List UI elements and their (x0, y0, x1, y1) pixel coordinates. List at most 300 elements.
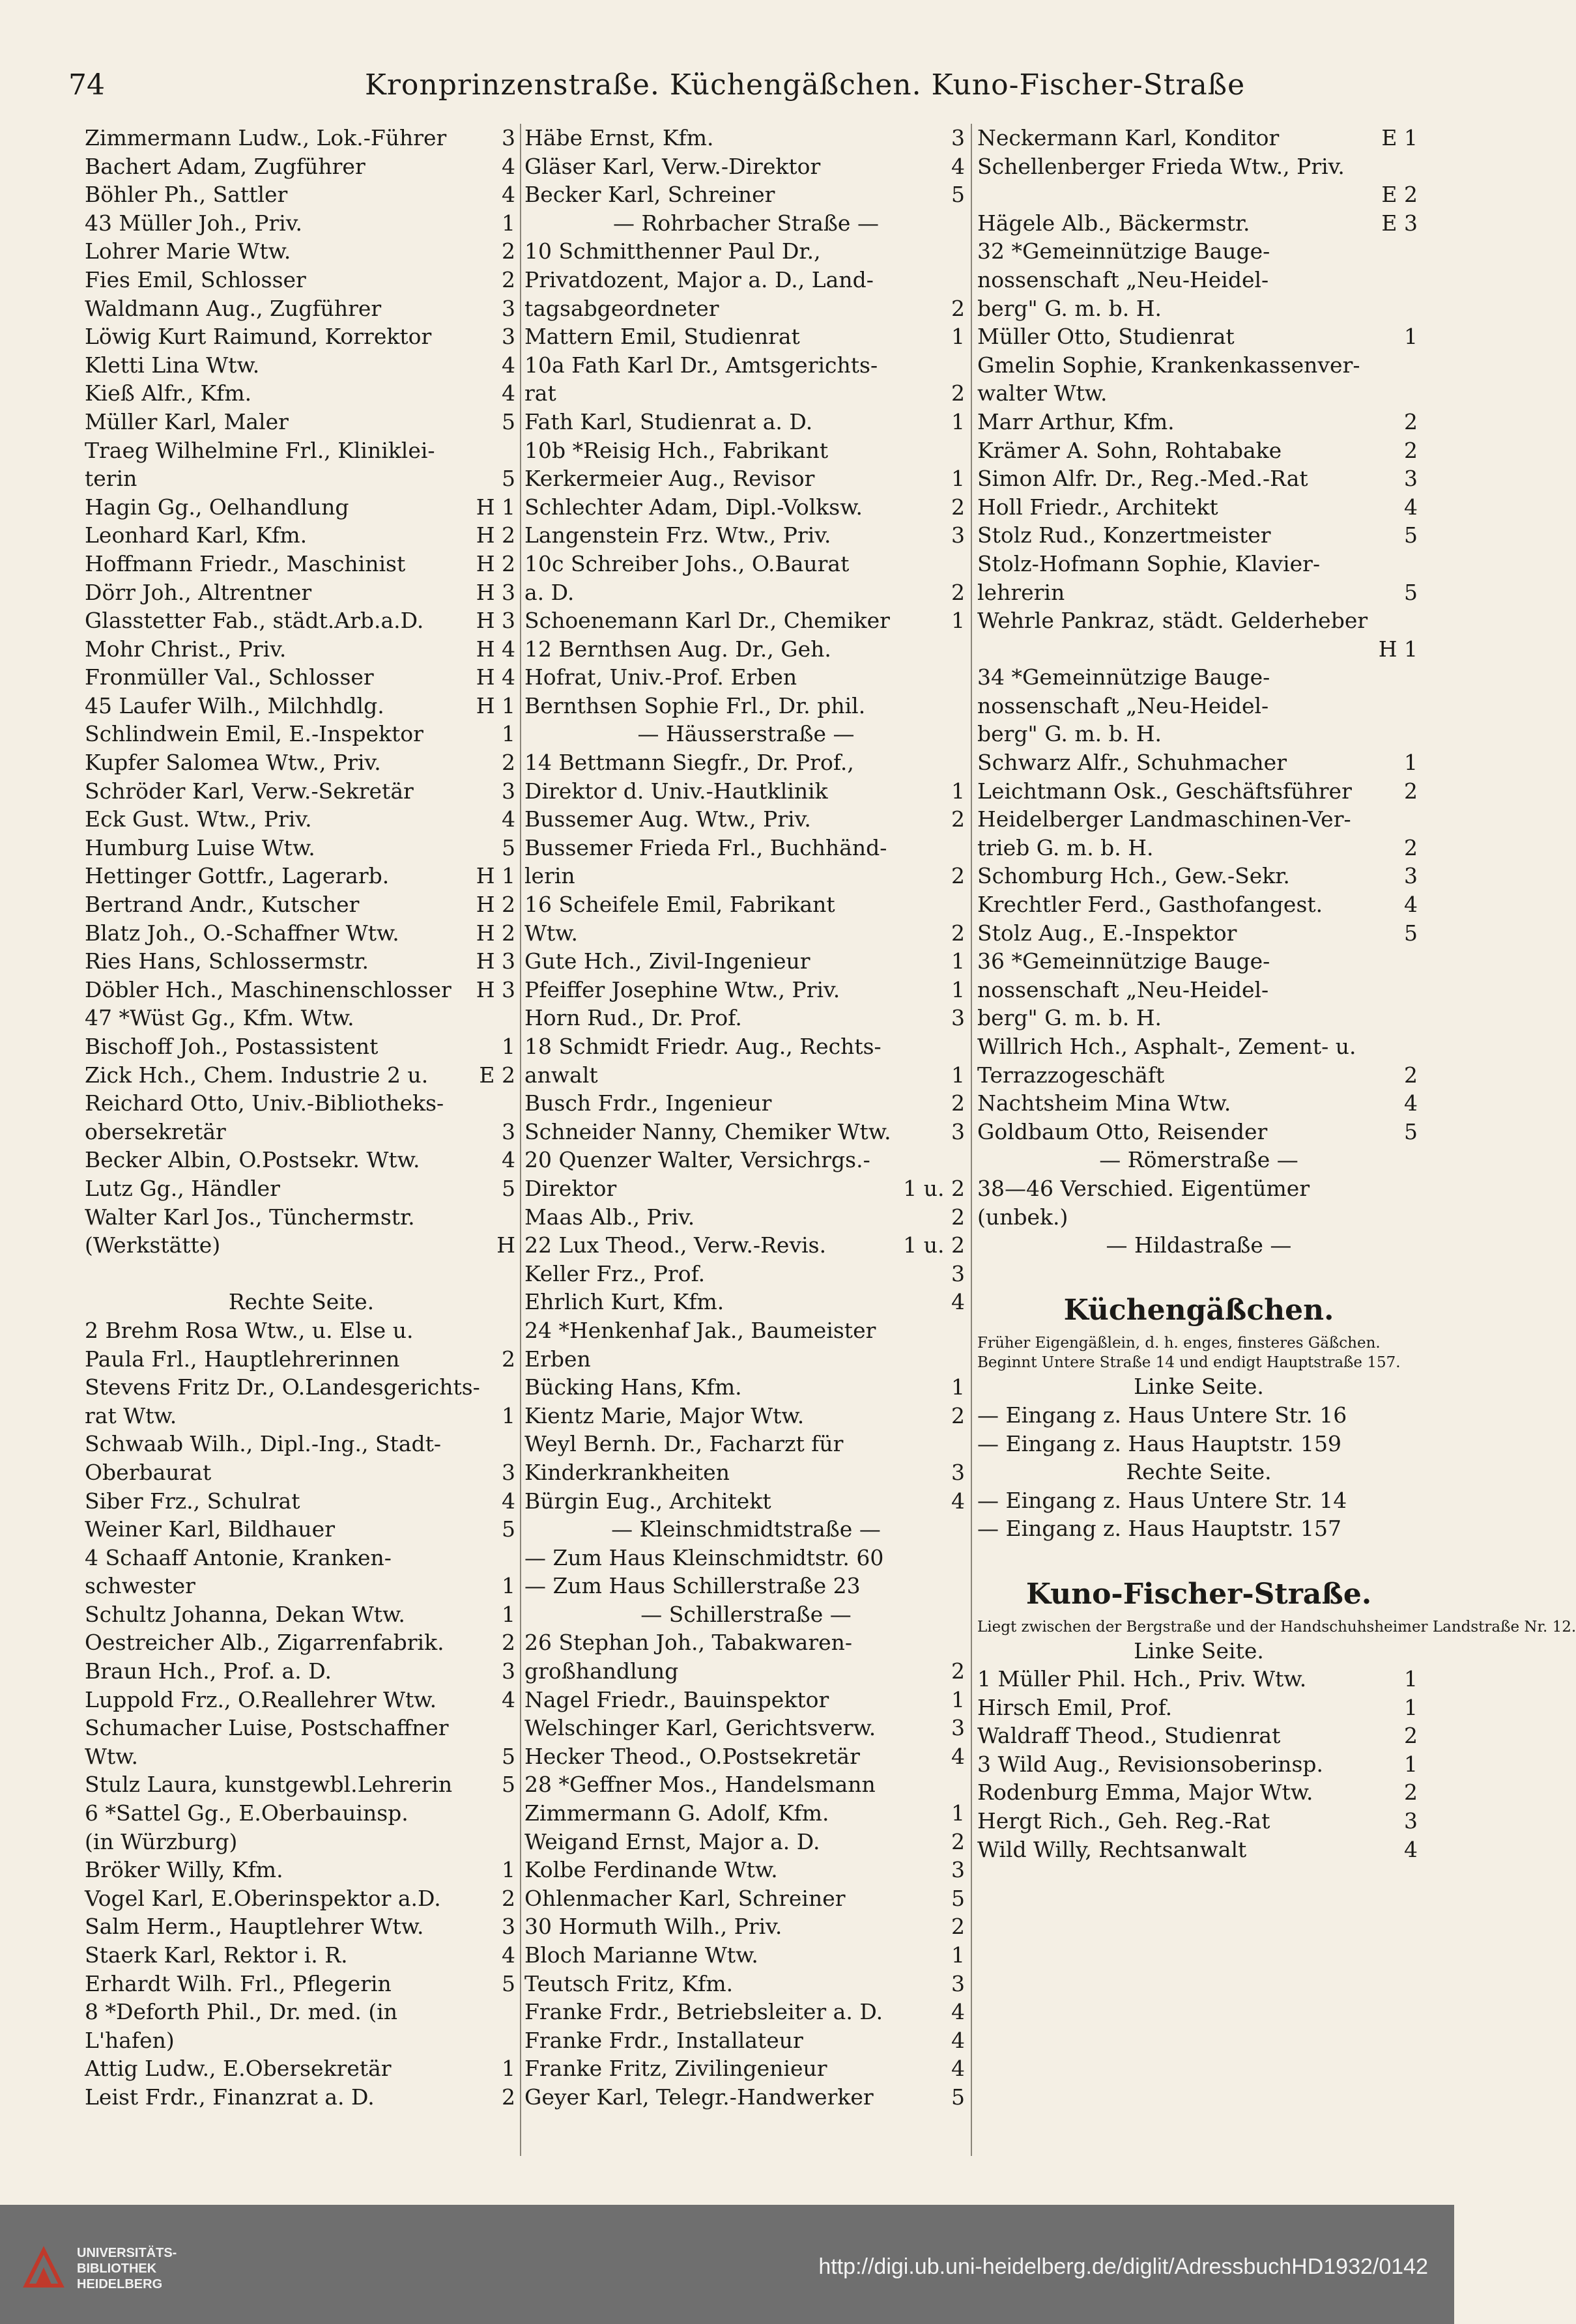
entry-text: 22 Lux Theod., Verw.-Revis. (524, 1232, 827, 1258)
entry-floor: 1 (951, 948, 965, 974)
entry-floor: 3 (502, 125, 515, 150)
entry-floor: 2 (502, 750, 515, 776)
directory-entry (524, 1260, 967, 1288)
entry-floor: 1 (1404, 1666, 1418, 1692)
entry-text: Krechtler Ferd., Gasthofangest. (977, 892, 1323, 918)
entry-floor: 5 (502, 1772, 515, 1798)
entry-text: Schröder Karl, Verw.-Sekretär (85, 778, 414, 804)
directory-entry (977, 1722, 1420, 1750)
directory-entry (977, 1778, 1420, 1807)
entry-floor: 1 (951, 408, 965, 434)
directory-entry (85, 834, 518, 862)
directory-entry (977, 692, 1420, 720)
directory-entry (524, 351, 967, 380)
section-label (977, 1372, 1420, 1401)
directory-entry (977, 663, 1420, 692)
entry-floor: 3 (951, 1118, 965, 1144)
entry-text: Gläser Karl, Verw.-Direktor (524, 153, 821, 179)
entry-text: Neckermann Karl, Konditor (977, 125, 1280, 150)
entry-text: 10a Fath Karl Dr., Amtsgerichts- (524, 352, 878, 378)
directory-entry (85, 322, 518, 351)
entry-floor: 2 (1404, 1062, 1418, 1088)
entry-floor: 1 (1404, 324, 1418, 350)
entry-floor: 4 (1404, 1090, 1418, 1116)
street-note (977, 1333, 1420, 1353)
directory-entry (85, 1998, 518, 2026)
entry-text: lerin (524, 863, 575, 889)
entry-text: Stolz Aug., E.-Inspektor (977, 920, 1237, 946)
directory-entry (524, 1402, 967, 1430)
directory-entry (524, 1657, 967, 1686)
entry-text: a. D. (524, 579, 575, 605)
directory-entry (524, 1061, 967, 1090)
directory-entry (524, 493, 967, 522)
directory-entry (977, 947, 1420, 976)
entry-floor: 5 (1404, 579, 1418, 605)
directory-entry (85, 635, 518, 664)
directory-entry (524, 748, 967, 777)
entry-text: lehrerin (977, 579, 1065, 605)
directory-entry (524, 322, 967, 351)
directory-entry (85, 1032, 518, 1061)
directory-entry (524, 1174, 967, 1203)
entry-text: Reichard Otto, Univ.-Bibliotheks- (85, 1090, 444, 1116)
entry-floor: 5 (502, 1743, 515, 1769)
directory-entry (524, 1032, 967, 1061)
directory-entry (85, 748, 518, 777)
directory-entry (85, 1686, 518, 1714)
directory-entry (524, 180, 967, 209)
section-label (524, 209, 967, 238)
entry-text: Häbe Ernst, Kfm. (524, 125, 714, 150)
entry-floor: 1 (951, 1942, 965, 1968)
entry-text: 6 *Sattel Gg., E.Oberbauinsp. (85, 1800, 408, 1826)
entry-floor: 1 (502, 721, 515, 747)
street-note (977, 1353, 1420, 1372)
entry-floor: 1 (502, 1034, 515, 1059)
entry-text: Linke Seite. (1134, 1637, 1264, 1664)
entry-text: Nagel Friedr., Bauinspektor (524, 1686, 829, 1712)
directory-entry (977, 1260, 1420, 1288)
directory-entry (85, 1941, 518, 1970)
directory-entry (85, 1572, 518, 1600)
directory-entry (977, 408, 1420, 436)
entry-text: Schwarz Alfr., Schuhmacher (977, 750, 1287, 776)
directory-entry (85, 1260, 518, 1288)
directory-entry (524, 436, 967, 465)
entry-text: Krämer A. Sohn, Rohtabake (977, 437, 1282, 463)
directory-entry (524, 1118, 967, 1146)
directory-entry (85, 1118, 518, 1146)
entry-floor: 4 (951, 153, 965, 179)
entry-floor: 5 (951, 2084, 965, 2110)
directory-entry (977, 1430, 1420, 1458)
directory-entry (977, 1486, 1420, 1515)
directory-entry (85, 379, 518, 408)
entry-floor: 1 (502, 1402, 515, 1428)
entry-text: Bröker Willy, Kfm. (85, 1857, 283, 1883)
column-rule (520, 124, 521, 2156)
directory-entry (85, 578, 518, 607)
entry-floor: 3 (502, 1658, 515, 1684)
entry-floor: 1 (951, 1686, 965, 1712)
directory-entry (524, 152, 967, 181)
directory-entry (85, 1515, 518, 1544)
directory-entry (524, 834, 967, 862)
entry-text: Liegt zwischen der Bergstraße und der Handschuhsheimer Landstraße Nr. 12. (977, 1618, 1576, 1636)
entry-text: Heidelberger Landmaschinen-Ver- (977, 806, 1351, 832)
entry-text: 47 *Wüst Gg., Kfm. Wtw. (85, 1005, 354, 1031)
entry-text: Becker Albin, O.Postsekr. Wtw. (85, 1147, 420, 1173)
entry-text: 12 Bernthsen Aug. Dr., Geh. (524, 636, 831, 662)
directory-entry (524, 1912, 967, 1941)
directory-entry (85, 862, 518, 890)
entry-floor: 3 (1404, 466, 1418, 492)
entry-text: Vogel Karl, E.Oberinspektor a.D. (85, 1885, 441, 1911)
section-label (977, 1146, 1420, 1174)
entry-text: Döbler Hch., Maschinenschlosser (85, 976, 451, 1002)
entry-text: Leist Frdr., Finanzrat a. D. (85, 2084, 375, 2110)
directory-entry (524, 1089, 967, 1118)
entry-text: Kientz Marie, Major Wtw. (524, 1402, 805, 1428)
directory-entry (977, 578, 1420, 607)
directory-entry (85, 1884, 518, 1913)
column-right (977, 124, 1576, 1863)
section-label (977, 1637, 1420, 1665)
entry-text: 26 Stephan Joh., Tabakwaren- (524, 1630, 853, 1656)
entry-text: Waldmann Aug., Zugführer (85, 295, 382, 321)
directory-entry (977, 1665, 1420, 1693)
entry-text: Hergt Rich., Geh. Reg.-Rat (977, 1808, 1270, 1834)
directory-entry (977, 1089, 1420, 1118)
directory-entry (977, 1174, 1420, 1203)
entry-text: Blatz Joh., O.-Schaffner Wtw. (85, 920, 399, 946)
directory-entry (977, 976, 1420, 1004)
entry-floor: E 2 (479, 1062, 515, 1088)
entry-floor: 3 (1404, 1808, 1418, 1834)
directory-entry (977, 322, 1420, 351)
entry-text: Ries Hans, Schlossermstr. (85, 948, 369, 974)
entry-text: Kerkermeier Aug., Revisor (524, 466, 815, 492)
directory-entry (85, 237, 518, 266)
directory-entry (85, 890, 518, 919)
entry-floor: 2 (951, 1828, 965, 1854)
column-left (85, 124, 518, 2112)
entry-floor: 3 (502, 324, 515, 350)
directory-entry (85, 550, 518, 578)
directory-entry (977, 635, 1420, 664)
entry-text: Schoenemann Karl Dr., Chemiker (524, 608, 890, 634)
entry-text: Goldbaum Otto, Reisender (977, 1118, 1268, 1144)
directory-entry (977, 834, 1420, 862)
entry-floor: 1 (951, 976, 965, 1002)
entry-text: Traeg Wilhelmine Frl., Kliniklei- (85, 437, 435, 463)
entry-text: 10 Schmitthenner Paul Dr., (524, 238, 821, 264)
library-name (77, 2245, 177, 2292)
entry-text: Rodenburg Emma, Major Wtw. (977, 1779, 1313, 1806)
entry-text: 10b *Reisig Hch., Fabrikant (524, 437, 829, 463)
entry-text: walter Wtw. (977, 380, 1108, 406)
entry-text: Attig Ludw., E.Obersekretär (85, 2056, 392, 2082)
entry-text: Bloch Marianne Wtw. (524, 1942, 758, 1968)
entry-floor: 4 (951, 2056, 965, 2082)
directory-entry (524, 408, 967, 436)
entry-floor: 1 (951, 466, 965, 492)
entry-text: Bachert Adam, Zugführer (85, 153, 365, 179)
entry-text: 8 *Deforth Phil., Dr. med. (in (85, 1999, 398, 2025)
entry-text: (in Würzburg) (85, 1828, 238, 1854)
entry-text: — Schillerstraße — (640, 1601, 852, 1627)
entry-text: 24 *Henkenhaf Jak., Baumeister (524, 1317, 876, 1343)
entry-floor: 4 (502, 1488, 515, 1514)
entry-floor: 3 (502, 1459, 515, 1485)
entry-text: Bernthsen Sophie Frl., Dr. phil. (524, 692, 866, 718)
directory-entry (977, 379, 1420, 408)
entry-text: 36 *Gemeinnützige Bauge- (977, 948, 1270, 974)
directory-entry (524, 1770, 967, 1799)
entry-text: Ohlenmacher Karl, Schreiner (524, 1885, 846, 1911)
entry-text: Rechte Seite. (228, 1289, 375, 1315)
entry-floor: 3 (502, 295, 515, 321)
directory-entry (85, 1628, 518, 1657)
entry-text: trieb G. m. b. H. (977, 834, 1154, 860)
section-label (524, 1515, 967, 1544)
directory-entry (977, 606, 1420, 635)
directory-entry (85, 1912, 518, 1941)
entry-floor: H 3 (476, 948, 515, 974)
entry-text: Kinderkrankheiten (524, 1459, 730, 1485)
entry-floor: 4 (502, 1942, 515, 1968)
entry-text: — Eingang z. Haus Hauptstr. 157 (977, 1516, 1341, 1542)
entry-text: Welschinger Karl, Gerichtsverw. (524, 1715, 876, 1741)
entry-floor: 5 (951, 182, 965, 208)
entry-text: Kieß Alfr., Kfm. (85, 380, 252, 406)
directory-entry (85, 720, 518, 748)
directory-entry (524, 1998, 967, 2026)
directory-entry (85, 1487, 518, 1516)
entry-floor: H 4 (476, 664, 515, 690)
entry-floor: H 4 (476, 636, 515, 662)
entry-text: 34 *Gemeinnützige Bauge- (977, 664, 1270, 690)
entry-floor: 2 (951, 380, 965, 406)
directory-entry (85, 1970, 518, 1998)
directory-entry (977, 237, 1420, 266)
section-label (85, 1288, 518, 1316)
directory-entry (85, 1714, 518, 1742)
entry-text: Fies Emil, Schlosser (85, 266, 306, 292)
entry-floor: 4 (1404, 494, 1418, 520)
entry-text: Langenstein Frz. Wtw., Priv. (524, 522, 831, 548)
directory-entry (85, 209, 518, 238)
entry-floor: 4 (1404, 892, 1418, 918)
directory-entry (85, 947, 518, 976)
entry-text: 18 Schmidt Friedr. Aug., Rechts- (524, 1034, 881, 1059)
entry-floor: 3 (951, 1715, 965, 1741)
entry-text: terin (85, 466, 137, 492)
entry-text: Simon Alfr. Dr., Reg.-Med.-Rat (977, 466, 1308, 492)
entry-floor: 2 (951, 1914, 965, 1940)
directory-entry (524, 1458, 967, 1487)
entry-floor: 4 (951, 1488, 965, 1514)
entry-floor: 1 u. 2 (903, 1175, 965, 1201)
directory-entry (524, 1884, 967, 1913)
entry-text: tagsabgeordneter (524, 295, 719, 321)
entry-floor: 4 (502, 182, 515, 208)
entry-text: — Eingang z. Haus Untere Str. 16 (977, 1402, 1347, 1428)
entry-text: Dörr Joh., Altrentner (85, 579, 312, 605)
column-middle (524, 124, 967, 2112)
entry-text: schwester (85, 1573, 195, 1599)
entry-floor: 5 (1404, 522, 1418, 548)
directory-entry (524, 1799, 967, 1828)
directory-entry (977, 1835, 1420, 1864)
entry-floor: 4 (951, 1743, 965, 1769)
entry-floor: 4 (502, 380, 515, 406)
entry-text: — Häusserstraße — (637, 721, 855, 747)
directory-entry (85, 1203, 518, 1232)
directory-entry (85, 1373, 518, 1402)
directory-entry (524, 1572, 967, 1600)
directory-entry (524, 1628, 967, 1657)
entry-floor: 2 (502, 1885, 515, 1911)
entry-text: Stulz Laura, kunstgewbl.Lehrerin (85, 1772, 453, 1798)
entry-text: nossenschaft „Neu-Heidel- (977, 976, 1269, 1002)
entry-text: berg" G. m. b. H. (977, 721, 1162, 747)
entry-text: Direktor (524, 1175, 617, 1201)
entry-text: Zimmermann G. Adolf, Kfm. (524, 1800, 829, 1826)
entry-text: Kupfer Salomea Wtw., Priv. (85, 750, 381, 776)
entry-floor: 2 (951, 295, 965, 321)
entry-text: Schlindwein Emil, E.-Inspektor (85, 721, 423, 747)
entry-floor: 1 (951, 1800, 965, 1826)
entry-floor: 2 (1404, 834, 1418, 860)
entry-floor: H 2 (476, 550, 515, 576)
directory-entry (85, 464, 518, 493)
entry-text: Löwig Kurt Raimund, Korrektor (85, 324, 432, 350)
entry-floor: H 1 (476, 494, 515, 520)
directory-entry (85, 436, 518, 465)
directory-entry (524, 464, 967, 493)
entry-text: — Hildastraße — (1106, 1232, 1292, 1258)
entry-floor: H 2 (476, 522, 515, 548)
directory-entry (524, 124, 967, 152)
entry-text: Waldraff Theod., Studienrat (977, 1723, 1281, 1749)
directory-entry (85, 1770, 518, 1799)
entry-floor: 2 (951, 1090, 965, 1116)
entry-text: Hecker Theod., O.Postsekretär (524, 1743, 860, 1769)
directory-entry (524, 1430, 967, 1458)
entry-floor: H 1 (476, 863, 515, 889)
entry-text: berg" G. m. b. H. (977, 1005, 1162, 1031)
entry-text: Lutz Gg., Händler (85, 1175, 280, 1201)
entry-floor: 3 (951, 1005, 965, 1031)
page-number: 74 (68, 68, 105, 102)
directory-entry (524, 2083, 967, 2112)
entry-floor: 2 (951, 1402, 965, 1428)
entry-text: Schwaab Wilh., Dipl.-Ing., Stadt- (85, 1431, 442, 1457)
entry-text: Weigand Ernst, Major a. D. (524, 1828, 820, 1854)
entry-floor: 2 (1404, 437, 1418, 463)
directory-entry (524, 1742, 967, 1771)
section-label (977, 1458, 1420, 1486)
directory-entry (85, 805, 518, 834)
entry-text: Gute Hch., Zivil-Ingenieur (524, 948, 810, 974)
entry-text: Weyl Bernh. Dr., Facharzt für (524, 1431, 844, 1457)
entry-text: Braun Hch., Prof. a. D. (85, 1658, 332, 1684)
directory-entry (524, 1970, 967, 1998)
directory-entry (85, 1345, 518, 1374)
entry-text: Küchengäßchen. (1063, 1294, 1334, 1327)
running-title: Kronprinzenstraße. Küchengäßchen. Kuno-Fischer-Straße (365, 68, 1246, 102)
directory-entry (85, 919, 518, 948)
directory-entry (977, 919, 1420, 948)
entry-text: L'hafen) (85, 2027, 175, 2053)
entry-text: Luppold Frz., O.Reallehrer Wtw. (85, 1686, 437, 1712)
entry-text: Weiner Karl, Bildhauer (85, 1516, 335, 1542)
entry-floor: 1 (951, 1374, 965, 1400)
entry-text: Schellenberger Frieda Wtw., Priv. (977, 153, 1345, 179)
directory-entry (524, 237, 967, 266)
entry-text: — Kleinschmidtstraße — (611, 1516, 881, 1542)
entry-text: Müller Karl, Maler (85, 408, 289, 434)
entry-floor: 2 (1404, 408, 1418, 434)
directory-entry (977, 294, 1420, 323)
entry-text: Kolbe Ferdinande Wtw. (524, 1857, 778, 1883)
entry-text: Franke Fritz, Zivilingenieur (524, 2056, 827, 2082)
directory-entry (524, 663, 967, 692)
entry-text: Bertrand Andr., Kutscher (85, 892, 360, 918)
entry-floor: 5 (502, 466, 515, 492)
entry-text: Hofrat, Univ.-Prof. Erben (524, 664, 797, 690)
directory-entry (85, 1174, 518, 1203)
entry-floor: 1 (502, 2056, 515, 2082)
directory-entry (977, 180, 1420, 209)
entry-text: Maas Alb., Priv. (524, 1204, 695, 1230)
directory-entry (524, 1345, 967, 1374)
entry-text: 3 Wild Aug., Revisionsoberinsp. (977, 1751, 1323, 1777)
entry-floor: E 1 (1381, 125, 1418, 150)
entry-text: Rechte Seite. (1126, 1459, 1272, 1485)
entry-floor: 5 (502, 408, 515, 434)
entry-floor: 1 (502, 1857, 515, 1883)
directory-entry (85, 1742, 518, 1771)
entry-text: Bischoff Joh., Postassistent (85, 1034, 379, 1059)
entry-text: Busch Frdr., Ingenieur (524, 1090, 772, 1116)
entry-floor: 2 (951, 863, 965, 889)
directory-entry (977, 351, 1420, 380)
entry-text: 16 Scheifele Emil, Fabrikant (524, 892, 835, 918)
directory-entry (85, 606, 518, 635)
entry-text: 10c Schreiber Johs., O.Baurat (524, 550, 850, 576)
page-header (0, 62, 1454, 114)
entry-floor: H 3 (476, 579, 515, 605)
directory-entry (524, 266, 967, 294)
directory-entry (977, 862, 1420, 890)
entry-floor: 1 (951, 324, 965, 350)
source-url-link[interactable]: http://digi.ub.uni-heidelberg.de/diglit/AdressbuchHD1932/0142 (818, 2254, 1428, 2279)
entry-text: Schneider Nanny, Chemiker Wtw. (524, 1118, 891, 1144)
entry-text: — Zum Haus Kleinschmidtstr. 60 (524, 1544, 884, 1570)
entry-text: 30 Hormuth Wilh., Priv. (524, 1914, 782, 1940)
entry-floor: 2 (951, 1658, 965, 1684)
entry-text: 38—46 Verschied. Eigentümer (977, 1175, 1310, 1201)
entry-text: Hoffmann Friedr., Maschinist (85, 550, 406, 576)
entry-floor: 3 (951, 522, 965, 548)
entry-floor: 3 (951, 125, 965, 150)
directory-entry (977, 521, 1420, 550)
directory-entry (85, 1089, 518, 1118)
directory-entry (977, 1543, 1420, 1572)
